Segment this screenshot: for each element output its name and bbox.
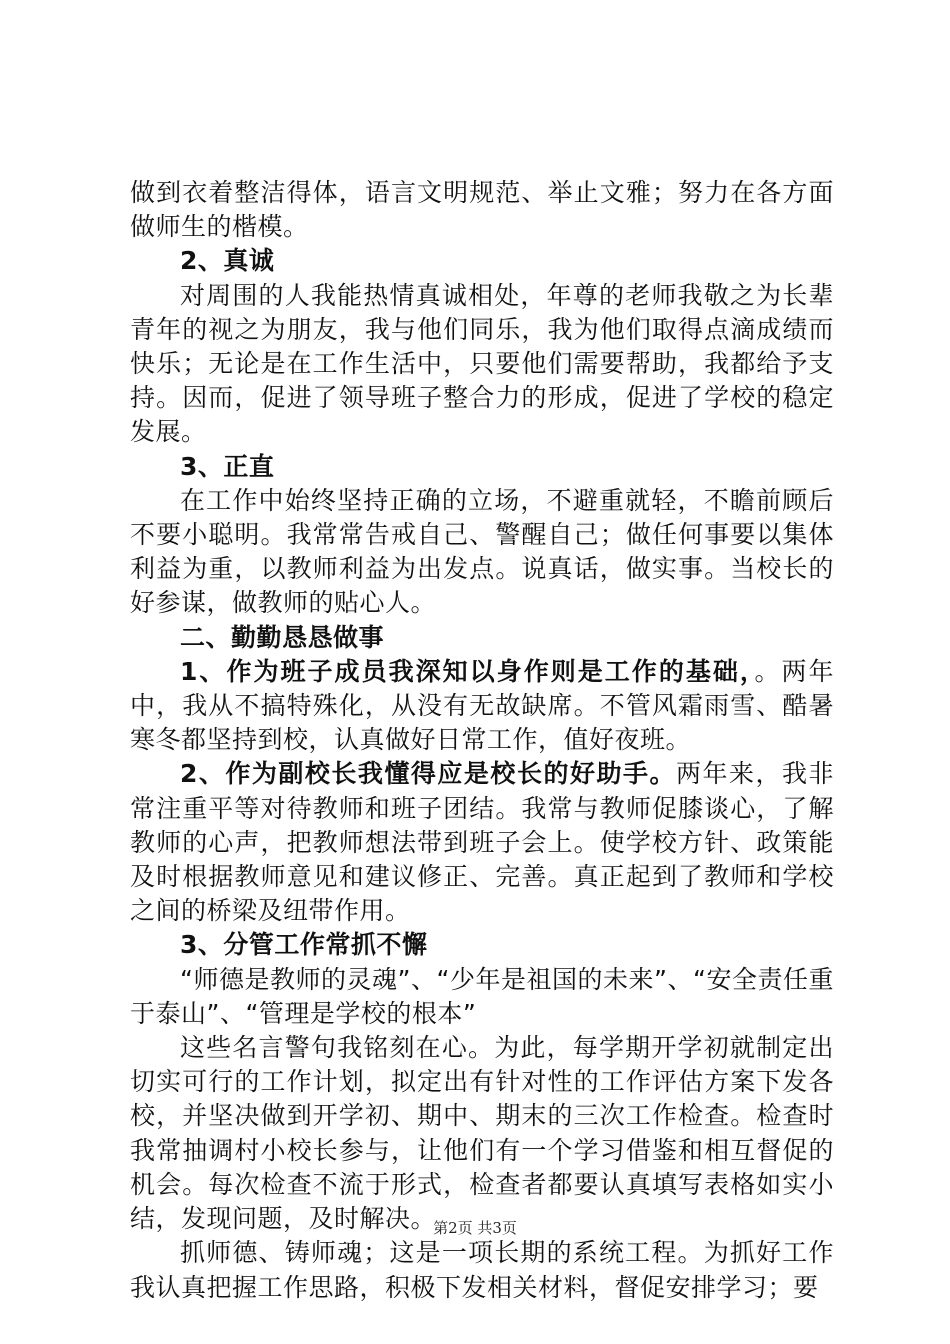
paragraph-text: 。两年中，我从不搞特殊化，从没有无故缺席。不管风霜雨雪、酷暑寒冬都坚持到校，认真做好日常工作，值好夜班。: [130, 656, 834, 755]
subheading-sincerity: 2、真诚: [180, 246, 275, 276]
paragraph-ethics: 抓师德、铸师魂；这是一项长期的系统工程。为抓好工作我认真把握工作思路，积极下发相关材料，督促安排学习；要: [130, 1238, 834, 1302]
lead-sentence: 1、作为班子成员我深知以身作则是工作的基础，: [180, 656, 755, 686]
paragraph-team-member: [130, 655, 834, 758]
section-heading-diligence: 二、勤勤恳恳做事: [180, 622, 385, 652]
paragraph-plan: 这些名言警句我铭刻在心。为此，每学期开学初就制定出切实可行的工作计划，拟定出有针对性的工作评估方案下发各校，并坚决做到开学初、期中、期末的三次工作检查。检查时我常抽调村小校长参与，让他们有一个学习借鉴和相互督促的机会。每次检查不流于形式，检查者都要认真填写表格如实小结，发现问题，及时解决。: [130, 1033, 834, 1234]
page-footer: 第2页 共3页: [433, 1219, 517, 1237]
subheading-integrity: 3、正直: [180, 451, 275, 481]
paragraph-vice-principal: [130, 757, 834, 928]
paragraph-continuation: 做到衣着整洁得体，语言文明规范、举止文雅；努力在各方面做师生的楷模。: [130, 178, 834, 242]
paragraph-quotes: “师德是教师的灵魂”、“少年是祖国的未来”、“安全责任重于泰山”、“管理是学校的根本”: [130, 964, 834, 1028]
lead-sentence: 2、作为副校长我懂得应是校长的好助手。: [180, 759, 676, 789]
document-body: [130, 176, 834, 1305]
paragraph-text: 两年来，我非常注重平等对待教师和班子团结。我常与教师促膝谈心，了解教师的心声，把教师想法带到班子会上。使学校方针、政策能及时根据教师意见和建议修正、完善。真正起到了教师和学校之间的桥梁及纽带作用。: [130, 759, 834, 926]
paragraph-sincerity: 对周围的人我能热情真诚相处，年尊的老师我敬之为长辈青年的视之为朋友，我与他们同乐，我为他们取得点滴成绩而快乐；无论是在工作生活中，只要他们需要帮助，我都给予支持。因而，促进了领导班子整合力的形成，促进了学校的稳定发展。: [130, 280, 834, 447]
subheading-management: 3、分管工作常抓不懈: [180, 930, 428, 960]
paragraph-integrity: 在工作中始终坚持正确的立场，不避重就轻，不瞻前顾后不要小聪明。我常常告戒自己、警醒自己；做任何事要以集体利益为重，以教师利益为出发点。说真话，做实事。当校长的好参谋，做教师的贴心人。: [130, 485, 834, 618]
